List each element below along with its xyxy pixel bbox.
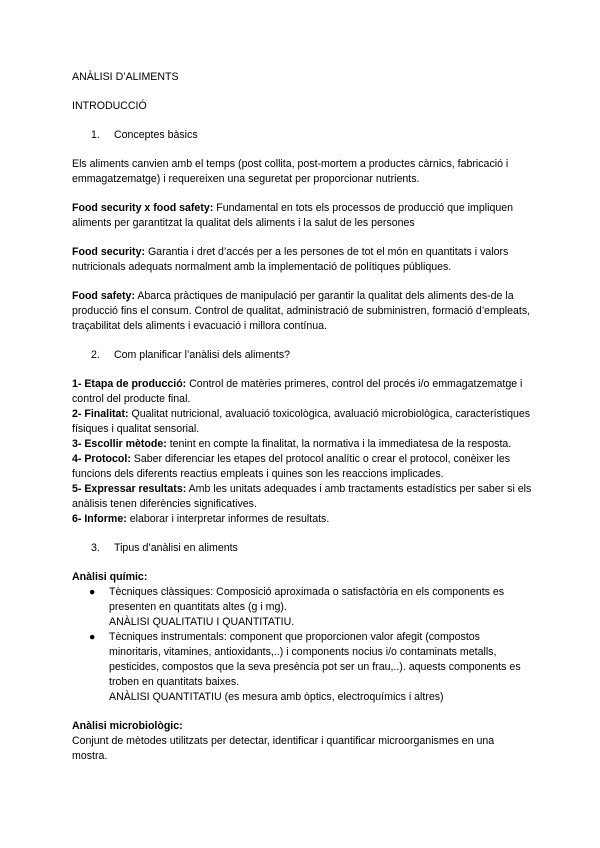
step-item: 5- Expressar resultats: Amb les unitats adequades i amb tractaments estadístics per saber si els anàlisis tenen diferències significatives. bbox=[72, 483, 532, 510]
quimic-bullet-list bbox=[72, 585, 532, 705]
bullet-icon: ● bbox=[89, 631, 96, 643]
section-heading-1: 1. Conceptes bàsics bbox=[91, 129, 198, 141]
step-item: 1- Etapa de producció: Control de matèries primeres, control del procés i/o emmagatzematge i control del producte final. bbox=[72, 378, 523, 405]
definition-paragraph: Food security: Garantia i dret d’accés per a les persones de tot el món en quantitats i valors nutricionals adequats normalment amb la implementació de polítiques públiques. bbox=[72, 246, 509, 273]
step-item: 4- Protocol: Saber diferenciar les etapes del protocol analític o crear el protocol, conèixer les funcions dels diferents reactius empleats i quines son les reaccions implicades. bbox=[72, 453, 511, 480]
step-item: 3- Escollir mètode: tenint en compte la finalitat, la normativa i la immediatesa de la resposta. bbox=[72, 438, 512, 450]
document-page bbox=[72, 70, 532, 764]
definition-term: Food safety: bbox=[72, 290, 135, 302]
list-item: ● Tècniques clàssiques: Composició aproximada o satisfactòria en els components es presenten en quantitats altes (g i mg). ANÀLISI QUALITATIU I QUANTITATIU. bbox=[89, 586, 505, 628]
list-item: ● Tècniques instrumentals: component que proporcionen valor afegit (compostos minoritaris, vitamines, antioxidants,..) i components nocius i/o contaminats metalls, pesticides, compostos que la seva presència pot ser un frau,..). aquests components es troben en quantitats baixes. ANÀLISI QUANTITATIU (es mesura amb òptics, electroquímics i altres) bbox=[89, 631, 521, 703]
bullet-icon: ● bbox=[89, 586, 96, 598]
bullet-note: ANÀLISI QUALITATIU I QUANTITATIU. bbox=[109, 616, 295, 628]
document-title: ANÀLISI D’ALIMENTS bbox=[72, 71, 179, 83]
intro-heading: INTRODUCCIÓ bbox=[72, 100, 147, 112]
step-item: 2- Finalitat: Qualitat nutricional, avaluació toxicològica, avaluació microbiològica, característiques físiques i qualitat sensorial. bbox=[72, 408, 531, 435]
step-item: 6- Informe: elaborar i interpretar informes de resultats. bbox=[72, 513, 330, 525]
microbio-paragraph: Conjunt de mètodes utilitzats per detectar, identificar i quantificar microorganismes en una mostra. bbox=[72, 735, 495, 762]
microbio-heading: Anàlisi microbiològic: bbox=[72, 720, 183, 732]
bullet-note: ANÀLISI QUANTITATIU (es mesura amb òptics, electroquímics i altres) bbox=[109, 691, 444, 703]
quimic-heading: Anàlisi químic: bbox=[72, 571, 148, 583]
intro-paragraph: Els aliments canvien amb el temps (post collita, post-mortem a productes càrnics, fabricació i emmagatzematge) i requereixen una seguretat per proporcionar nutrients. bbox=[72, 158, 509, 185]
section-heading-2: 2. Com planificar l’anàlisi dels aliments? bbox=[91, 349, 291, 361]
definition-term: Food security: bbox=[72, 246, 145, 258]
definition-term: Food security x food safety: bbox=[72, 202, 214, 214]
section-heading-3: 3. Tipus d’anàlisi en aliments bbox=[91, 542, 238, 554]
definition-paragraph: Food security x food safety: Fundamental en tots els processos de producció que impliquen aliments per garantitzat la qualitat dels aliments i la salut de les persones bbox=[72, 202, 514, 229]
definition-paragraph: Food safety: Abarca pràctiques de manipulació per garantir la qualitat dels aliments des-de la producció fins el consum. Control de qualitat, administració de subministren, formació d’empleats, traçabilitat dels aliments i evacuació i millora contínua. bbox=[72, 290, 531, 332]
